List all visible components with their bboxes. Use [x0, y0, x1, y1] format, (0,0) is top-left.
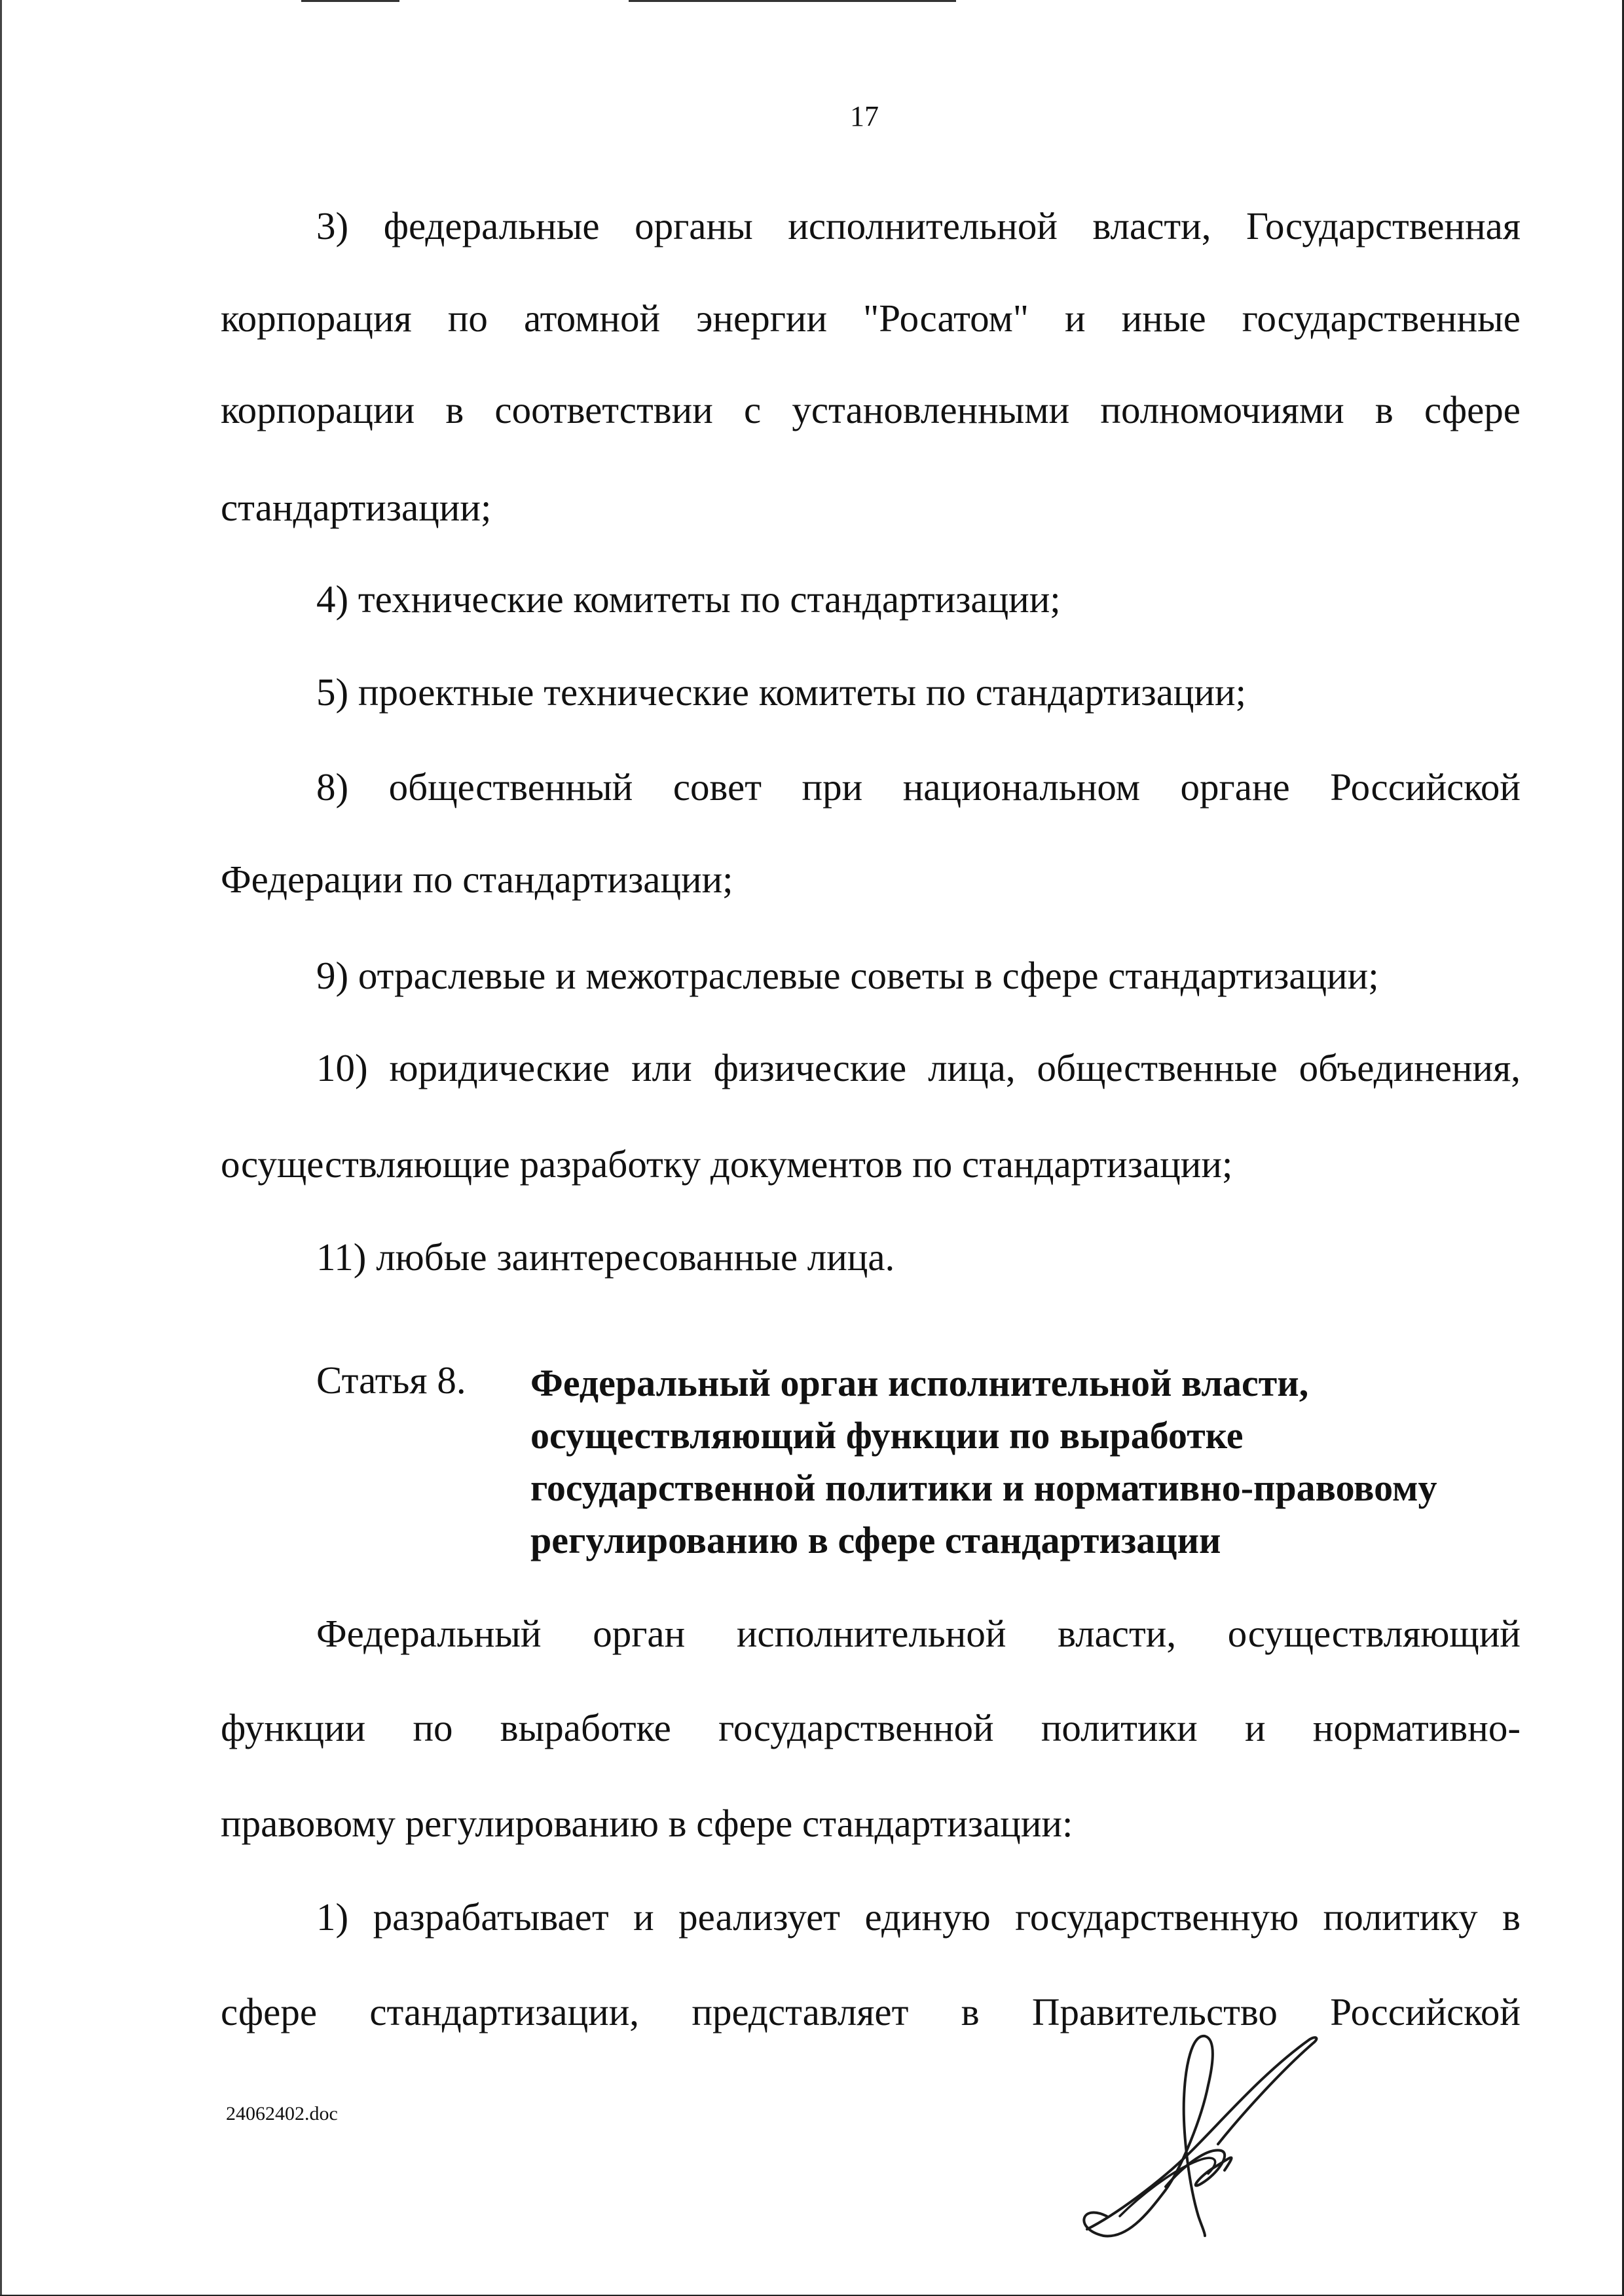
paragraph-line: 3) федеральные органы исполнительной власти, Государственная — [316, 204, 1521, 247]
paragraph-line: стандартизации; — [221, 486, 492, 529]
article-title-line: Федеральный орган исполнительной власти, — [530, 1362, 1309, 1404]
paragraph-line: корпорации в соответствии с установленными полномочиями в сфере — [221, 388, 1521, 431]
scan-top-mark — [301, 0, 399, 2]
paragraph-line: сфере стандартизации, представляет в Правительство Российской — [221, 1990, 1521, 2033]
article-label: Статья 8. — [316, 1358, 466, 1402]
paragraph-line: 5) проектные технические комитеты по стандартизации; — [316, 670, 1247, 714]
article-title-line: регулированию в сфере стандартизации — [530, 1519, 1221, 1561]
paragraph-line: 11) любые заинтересованные лица. — [316, 1235, 895, 1279]
paragraph-line: функции по выработке государственной политики и нормативно- — [221, 1706, 1521, 1749]
paragraph-line: корпорация по атомной энергии "Росатом" и иные государственные — [221, 297, 1521, 340]
handwritten-signature — [1067, 2020, 1329, 2242]
page-number: 17 — [850, 100, 879, 132]
paragraph-line: 4) технические комитеты по стандартизации; — [316, 577, 1061, 621]
article-title-line: осуществляющий функции по выработке — [530, 1414, 1244, 1457]
paragraph-line: 9) отраслевые и межотраслевые советы в сфере стандартизации; — [316, 954, 1379, 997]
paragraph-line: осуществляющие разработку документов по стандартизации; — [221, 1142, 1233, 1186]
file-name-label: 24062402.doc — [226, 2103, 338, 2124]
paragraph-line: 8) общественный совет при национальном органе Российской — [316, 765, 1521, 809]
paragraph-line: 1) разрабатывает и реализует единую государственную политику в — [316, 1895, 1521, 1939]
scan-left-border — [0, 0, 2, 2296]
article-title — [530, 1357, 1526, 1567]
article-title-line: государственной политики и нормативно-правовому — [530, 1467, 1437, 1509]
scan-top-mark — [629, 0, 956, 2]
paragraph-line: Федерации по стандартизации; — [221, 858, 733, 901]
paragraph-line: правовому регулированию в сфере стандартизации: — [221, 1802, 1073, 1845]
paragraph-line: 10) юридические или физические лица, общественные объединения, — [316, 1046, 1521, 1089]
paragraph-line: Федеральный орган исполнительной власти, осуществляющий — [316, 1612, 1521, 1655]
